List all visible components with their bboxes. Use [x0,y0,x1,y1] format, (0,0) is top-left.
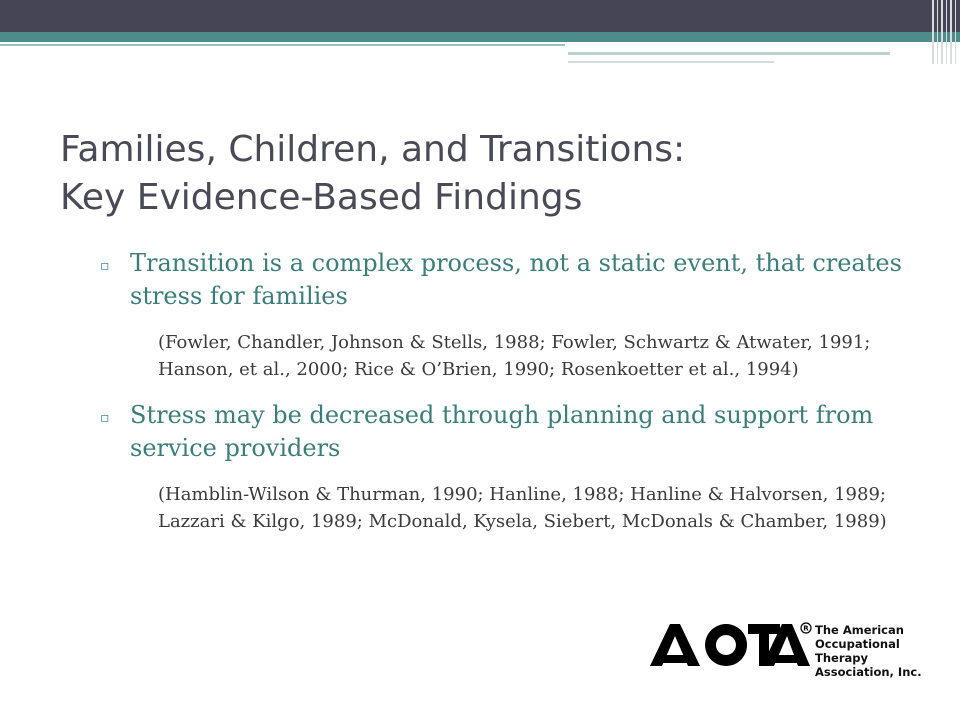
aota-logo [650,622,950,679]
bullet-text: Transition is a complex process, not a static event, that creates stress for families [130,249,902,310]
header-teal-bar [0,32,960,42]
header-accent-line [0,44,565,46]
bullet-point [100,247,920,313]
bullet-point [100,399,920,465]
citation-point [130,329,920,383]
header-accent-line [568,52,890,55]
bullet-text: Stress may be decreased through planning and support from service providers [130,401,874,462]
logo-line-1: The American [815,623,904,637]
aota-wordmark-icon [650,622,810,668]
header-dark-bar [0,0,960,32]
aota-logo-text [815,623,950,679]
header-accent-line [568,61,774,63]
logo-line-3: Association, Inc. [815,665,922,679]
title-line-2: Key Evidence-Based Findings [60,177,583,218]
slide-content [100,247,920,551]
registered-trademark-icon [800,622,812,634]
citation-point [130,481,920,535]
square-bullet-icon: ▫ [100,258,110,274]
registered-mark: R [803,624,809,633]
square-bullet-icon: ▫ [100,410,110,426]
slide-title [60,126,920,222]
citation-text: (Fowler, Chandler, Johnson & Stells, 1988; Fowler, Schwartz & Atwater, 1991; Hanson, et al., 2000; Rice & O’Brien, 1990; Rosenkoetter et al., 1994) [158,332,871,380]
title-line-1: Families, Children, and Transitions: [60,129,686,170]
citation-text: (Hamblin-Wilson & Thurman, 1990; Hanline, 1988; Hanline & Halvorsen, 1989; Lazzari & Kilgo, 1989; McDonald, Kysela, Siebert, McDonals & Chamber, 1989) [158,484,887,532]
header-stripes [932,0,956,64]
logo-line-2: Occupational Therapy [815,637,900,665]
